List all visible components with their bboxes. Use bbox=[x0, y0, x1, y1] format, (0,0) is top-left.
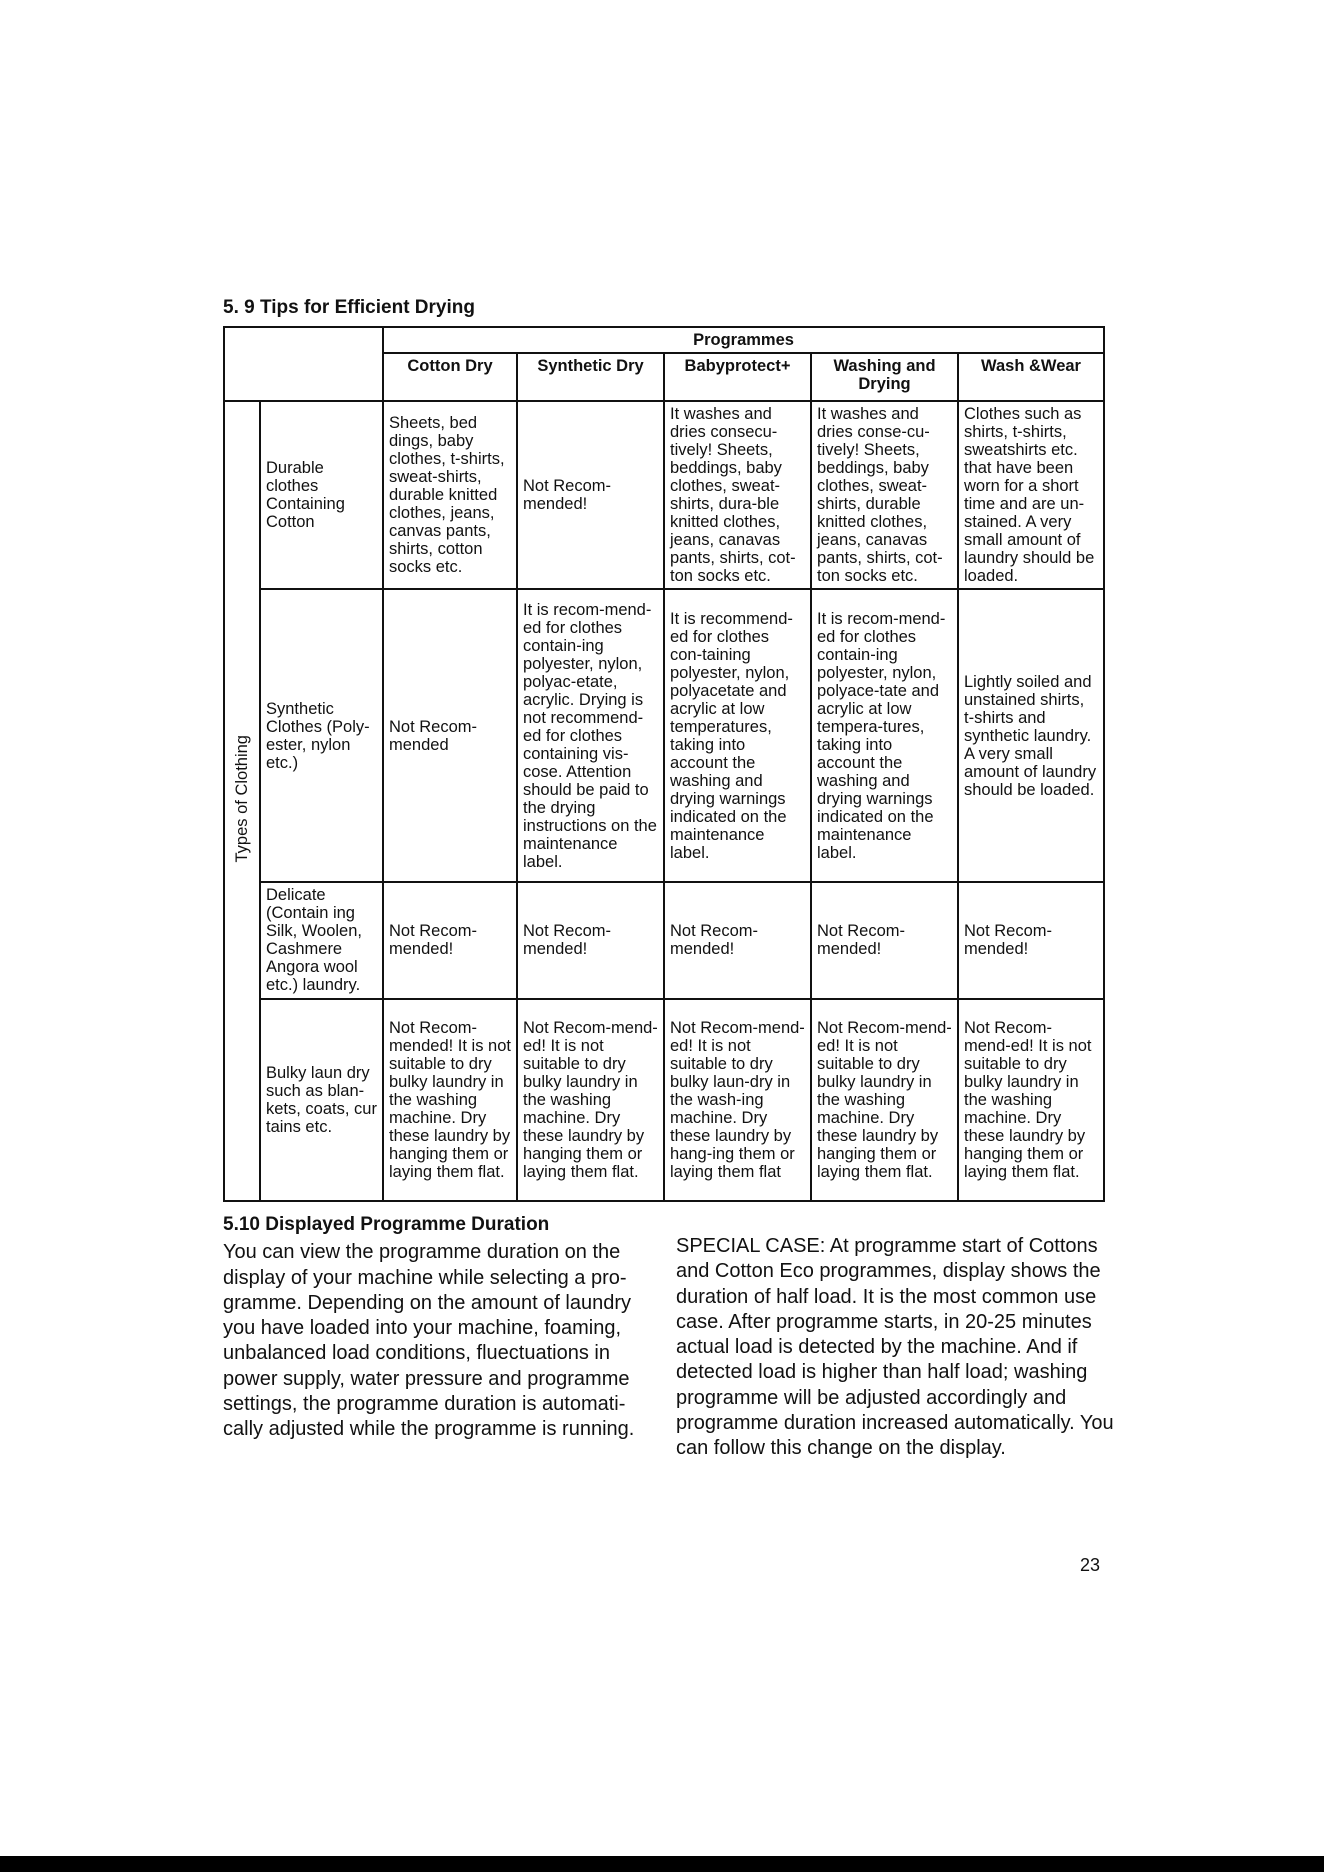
table-row bbox=[224, 401, 1104, 589]
row-type-delicate: Delicate (Contain ing Silk, Woolen, Cashmere Angora wool etc.) laundry. bbox=[260, 882, 383, 998]
duration-section-title: 5.10 Displayed Programme Duration bbox=[223, 1214, 550, 1235]
table-cell: Sheets, bed dings, baby clothes, t-shirts, sweat-shirts, durable knitted clothes, jeans, canvas pants, shirts, cotton socks etc. bbox=[383, 401, 517, 589]
types-of-clothing-label-cell bbox=[224, 401, 260, 1201]
types-of-clothing-label: Types of Clothing bbox=[233, 735, 251, 863]
table-cell: It is recom-mend-ed for clothes contain-ing polyester, nylon, polyac-etate, acrylic. Drying is not recommend-ed for clothes containing vis-cose. Attention should be paid to the drying instructions on the maintenance label. bbox=[517, 589, 664, 882]
table-cell: Not Recom-mend-ed! It is not suitable to dry bulky laun-dry in the wash-ing machine. Dry these laundry by hang-ing them or laying them flat bbox=[664, 999, 811, 1201]
row-type-bulky: Bulky laun dry such as blan-kets, coats, cur tains etc. bbox=[260, 999, 383, 1201]
duration-right-paragraph: SPECIAL CASE: At programme start of Cottons and Cotton Eco programmes, display shows the duration of half load. It is the most common use case. After programme starts, in 20-25 minutes actual load is detected by the machine. And if detected load is higher than half load; washing programme will be adjusted accordingly and programme duration increased automatically. You can follow this change on the display. bbox=[676, 1235, 1114, 1460]
table-row bbox=[224, 999, 1104, 1201]
table-cell: It is recom-mend-ed for clothes contain-ing polyester, nylon, polyace-tate and acrylic at low tempera-tures, taking into account the washing and drying warnings indicated on the maintenance label. bbox=[811, 589, 958, 882]
table-cell: It is recommend-ed for clothes con-taining polyester, nylon, polyacetate and acrylic at low temperatures, taking into account the washing and drying warnings indicated on the maintenance label. bbox=[664, 589, 811, 882]
table-cell: Not Recom-mended! It is not suitable to dry bulky laundry in the washing machine. Dry these laundry by hanging them or laying them flat. bbox=[383, 999, 517, 1201]
table-cell: Not Recom-mended! bbox=[383, 882, 517, 998]
column-header-babyprotect: Babyprotect+ bbox=[664, 353, 811, 401]
section-title: 5. 9 Tips for Efficient Drying bbox=[223, 297, 475, 318]
table-cell: Lightly soiled and unstained shirts, t-shirts and synthetic laundry. A very small amount of laundry should be loaded. bbox=[958, 589, 1104, 882]
table-cell: Not Recom-mended! bbox=[664, 882, 811, 998]
table-row bbox=[224, 589, 1104, 882]
table-cell: Not Recom-mended! bbox=[811, 882, 958, 998]
column-header-cotton-dry: Cotton Dry bbox=[383, 353, 517, 401]
table-cell: It washes and dries conse-cu-tively! Sheets, beddings, baby clothes, sweat-shirts, durable knitted clothes, jeans, canavas pants, shirts, cot-ton socks etc. bbox=[811, 401, 958, 589]
column-header-washing-and-drying: Washing and Drying bbox=[811, 353, 958, 401]
table-cell: Clothes such as shirts, t-shirts, sweatshirts etc. that have been worn for a short time and are un-stained. A very small amount of laundry should be loaded. bbox=[958, 401, 1104, 589]
drying-tips-table bbox=[223, 326, 1105, 1202]
table-row bbox=[224, 882, 1104, 998]
drying-tips-table-container bbox=[223, 326, 1103, 1202]
table-cell: Not Recom-mended! bbox=[517, 401, 664, 589]
programmes-header: Programmes bbox=[383, 327, 1104, 353]
table-cell: It washes and dries consecu-tively! Sheets, beddings, baby clothes, sweat-shirts, dura-ble knitted clothes, jeans, canavas pants, shirts, cot-ton socks etc. bbox=[664, 401, 811, 589]
column-header-synthetic-dry: Synthetic Dry bbox=[517, 353, 664, 401]
duration-left-paragraph: You can view the programme duration on the display of your machine while selecting a pro-gramme. Depending on the amount of laundry you have loaded into your machine, foaming, unbalanced load conditions, fluectuations in power supply, water pressure and programme settings, the programme duration is automati-cally adjusted while the programme is running. bbox=[223, 1241, 635, 1441]
table-corner-cell bbox=[224, 327, 383, 401]
row-type-cotton: Durable clothes Containing Cotton bbox=[260, 401, 383, 589]
table-cell: Not Recom-mended bbox=[383, 589, 517, 882]
table-cell: Not Recom-mend-ed! It is not suitable to dry bulky laundry in the washing machine. Dry these laundry by hanging them or laying them flat. bbox=[958, 999, 1104, 1201]
row-type-synthetic: Synthetic Clothes (Poly-ester, nylon etc.) bbox=[260, 589, 383, 882]
footer-bar bbox=[0, 1856, 1324, 1872]
table-cell: Not Recom-mended! bbox=[958, 882, 1104, 998]
column-header-wash-and-wear: Wash &Wear bbox=[958, 353, 1104, 401]
table-cell: Not Recom-mended! bbox=[517, 882, 664, 998]
table-cell: Not Recom-mend-ed! It is not suitable to dry bulky laundry in the washing machine. Dry these laundry by hanging them or laying them flat. bbox=[811, 999, 958, 1201]
duration-section-left bbox=[223, 1212, 643, 1443]
table-cell: Not Recom-mend-ed! It is not suitable to dry bulky laundry in the washing machine. Dry these laundry by hanging them or laying them flat. bbox=[517, 999, 664, 1201]
page-number: 23 bbox=[1080, 1555, 1101, 1575]
